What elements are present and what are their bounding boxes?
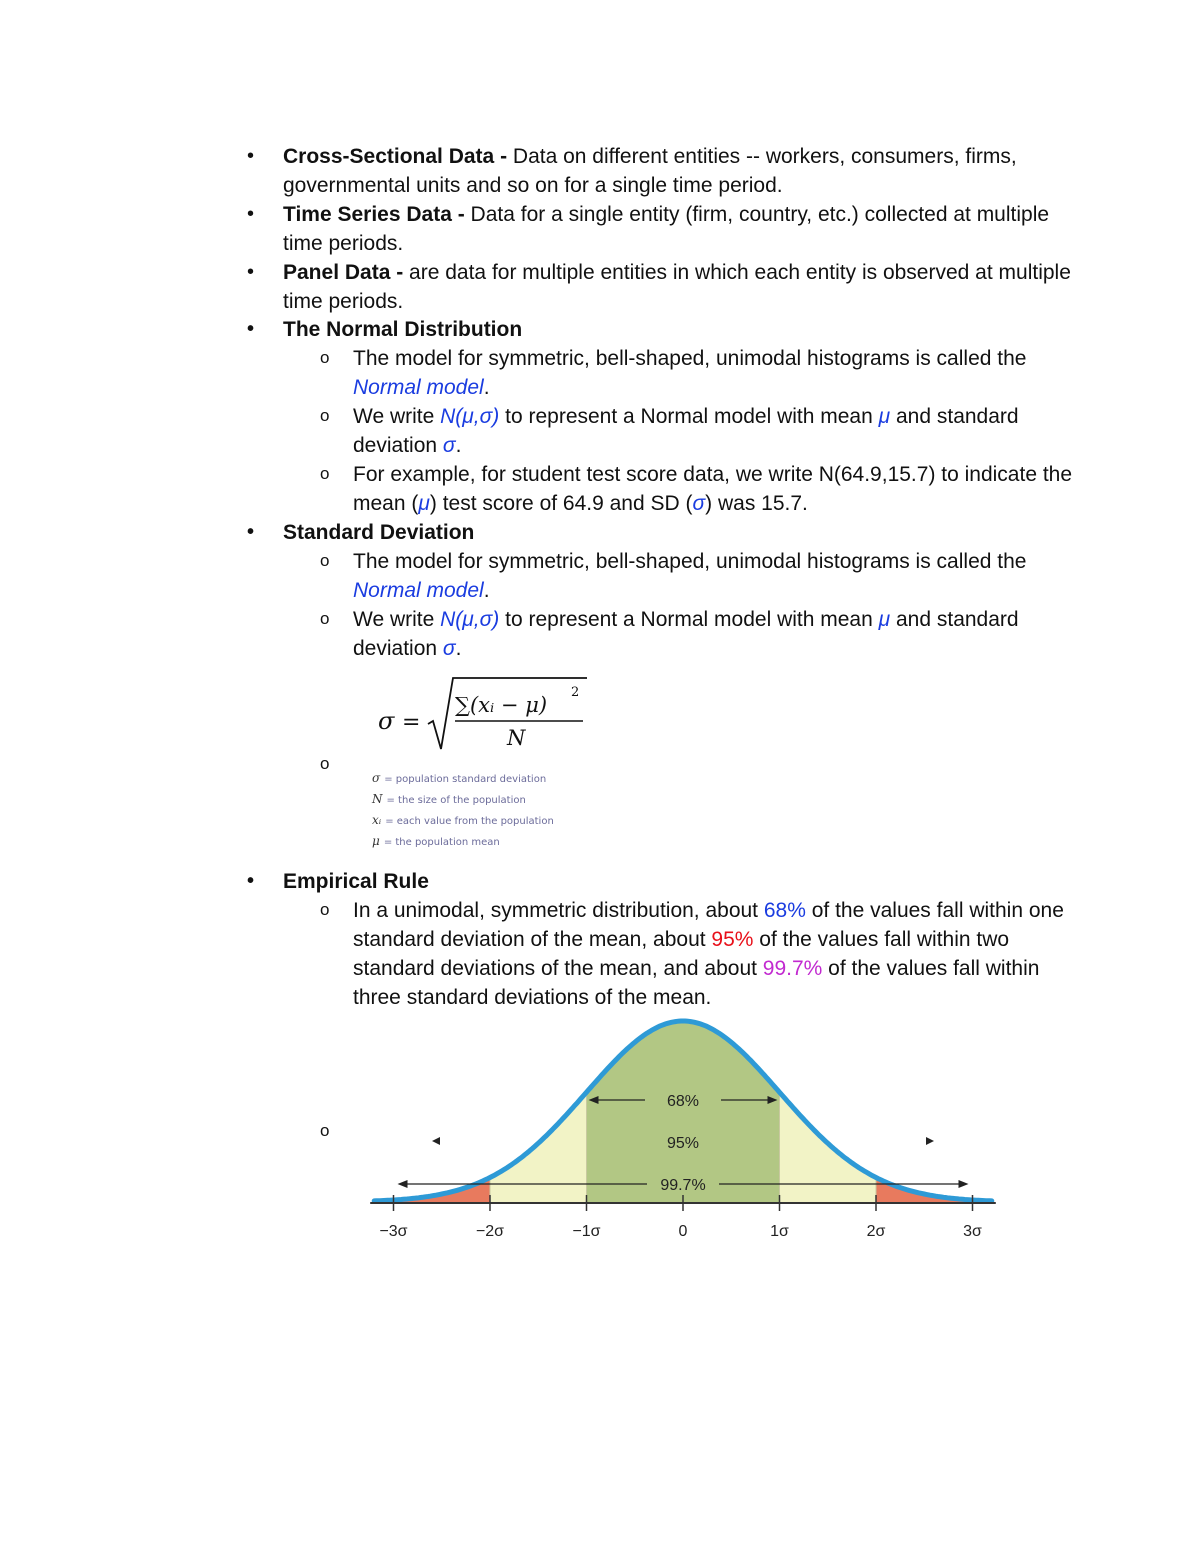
- legend-n-symbol: N: [372, 792, 383, 806]
- bullet-cross-sectional: [283, 142, 1073, 200]
- formula-equals: =: [402, 710, 421, 735]
- legend-xi-symbol: xᵢ: [372, 813, 382, 827]
- empirical-text-4: of the values fall within three standard deviations of the mean.: [353, 957, 1040, 1009]
- sd-notation-mid: to represent a Normal model with mean: [499, 608, 879, 631]
- sd-notation-mu: μ: [878, 608, 891, 631]
- empirical-pct-95: 95%: [711, 928, 754, 951]
- heading-normal-distribution: • The Normal Distribution: [283, 315, 1073, 344]
- formula-svg: [375, 672, 615, 752]
- legend-sigma-desc: = population standard deviation: [384, 774, 547, 785]
- term-panel: Panel Data -: [283, 261, 410, 284]
- formula-numerator: ∑(xᵢ − μ): [455, 693, 548, 717]
- legend-xi-desc: = each value from the population: [385, 816, 554, 827]
- notation-term: N(μ,σ): [440, 405, 500, 428]
- empirical-pct-68: 68%: [763, 899, 806, 922]
- example-mid: ) test score of 64.9 and SD (: [429, 492, 693, 515]
- empirical-text-1: In a unimodal, symmetric distribution, about: [353, 899, 764, 922]
- notation-post: .: [455, 434, 462, 457]
- sd-notation-sigma: σ: [442, 637, 456, 660]
- legend-mu-symbol: μ: [372, 834, 380, 848]
- empirical-rule-chart: [355, 1012, 1015, 1247]
- arrow-95-left-head: [432, 1137, 440, 1145]
- sd-notation-pre: We write: [353, 608, 441, 631]
- normal-item-model-text: The model for symmetric, bell-shaped, unimodal histograms is called the: [353, 347, 1027, 370]
- sd-notation-term: N(μ,σ): [440, 608, 500, 631]
- desc-panel: are data for multiple entities in which each entity is observed at multiple time periods.: [283, 261, 1071, 313]
- notation-mid2: and standard deviation: [353, 405, 1019, 457]
- arrow-95-right-head: [926, 1137, 934, 1145]
- x-tick-label-0: −3σ: [379, 1223, 408, 1240]
- normal-item-example: [353, 460, 1073, 518]
- x-tick-label-6: 3σ: [963, 1223, 982, 1240]
- sd-normal-model-term: Normal model: [353, 579, 484, 602]
- empirical-pct-997: 99.7%: [762, 957, 823, 980]
- sd-item-model: [353, 547, 1073, 605]
- notation-sigma: σ: [442, 434, 456, 457]
- sd-item-model-text: The model for symmetric, bell-shaped, unimodal histograms is called the: [353, 550, 1027, 573]
- notation-mid: to represent a Normal model with mean: [499, 405, 879, 428]
- x-tick-label-1: −2σ: [475, 1223, 505, 1240]
- normal-item-model-end: .: [483, 376, 490, 399]
- term-cross-sectional: Cross-Sectional Data -: [283, 145, 513, 168]
- formula-lhs: σ: [378, 707, 395, 735]
- notation-pre: We write: [353, 405, 441, 428]
- x-tick-label-5: 2σ: [866, 1223, 886, 1240]
- example-post: ) was 15.7.: [705, 492, 808, 515]
- formula-exponent: 2: [571, 685, 580, 700]
- sd-item-model-end: .: [483, 579, 490, 602]
- sd-notation-post: .: [455, 637, 462, 660]
- normal-model-term: Normal model: [353, 376, 484, 399]
- x-tick-label-4: 1σ: [770, 1223, 789, 1240]
- arrow-68-label: 68%: [666, 1093, 700, 1110]
- heading-empirical-rule: • Empirical Rule: [283, 867, 1073, 896]
- desc-cross-sectional: Data on different entities -- workers, consumers, firms, governmental units and so on for a single time period.: [283, 145, 1017, 197]
- legend-n: [372, 792, 526, 806]
- arrow-997-label: 99.7%: [660, 1177, 706, 1194]
- bullet-time-series: [283, 200, 1073, 258]
- sd-item-notation: [353, 605, 1073, 663]
- heading-standard-deviation: • Standard Deviation: [283, 518, 1073, 547]
- legend-mu-desc: = the population mean: [383, 837, 500, 848]
- sd-notation-mid2: and standard deviation: [353, 608, 1019, 660]
- legend-xi: [372, 813, 554, 827]
- x-tick-label-3: 0: [678, 1223, 688, 1240]
- formula-denominator: N: [507, 726, 526, 750]
- example-sigma: σ: [692, 492, 706, 515]
- band-95-label: 95%: [666, 1135, 700, 1152]
- normal-item-model: [353, 344, 1073, 402]
- legend-sigma: [372, 771, 546, 785]
- arrow-997-left-head: [398, 1180, 408, 1188]
- normal-item-notation: [353, 402, 1073, 460]
- empirical-text-3: of the values fall within two standard deviations of the mean, and about: [353, 928, 1010, 980]
- legend-n-desc: = the size of the population: [386, 795, 526, 806]
- normal-curve-svg: [355, 1012, 1015, 1247]
- arrow-997-right-head: [959, 1180, 969, 1188]
- example-mu: μ: [418, 492, 430, 515]
- x-tick-label-2: −1σ: [572, 1223, 601, 1240]
- empirical-item: [353, 896, 1073, 1012]
- term-time-series: Time Series Data -: [283, 203, 471, 226]
- desc-time-series: Data for a single entity (firm, country, etc.) collected at multiple time periods.: [283, 203, 1050, 255]
- legend-sigma-symbol: σ: [372, 771, 381, 785]
- notation-mu: μ: [878, 405, 891, 428]
- example-pre: For example, for student test score data, we write N(64.9,15.7) to indicate the mean (: [353, 463, 1073, 515]
- bullet-panel: [283, 258, 1073, 316]
- legend-mu: [372, 834, 500, 848]
- band-68-area: [587, 1021, 780, 1202]
- empirical-text-2: of the values fall within one standard deviation of the mean, about: [353, 899, 1064, 951]
